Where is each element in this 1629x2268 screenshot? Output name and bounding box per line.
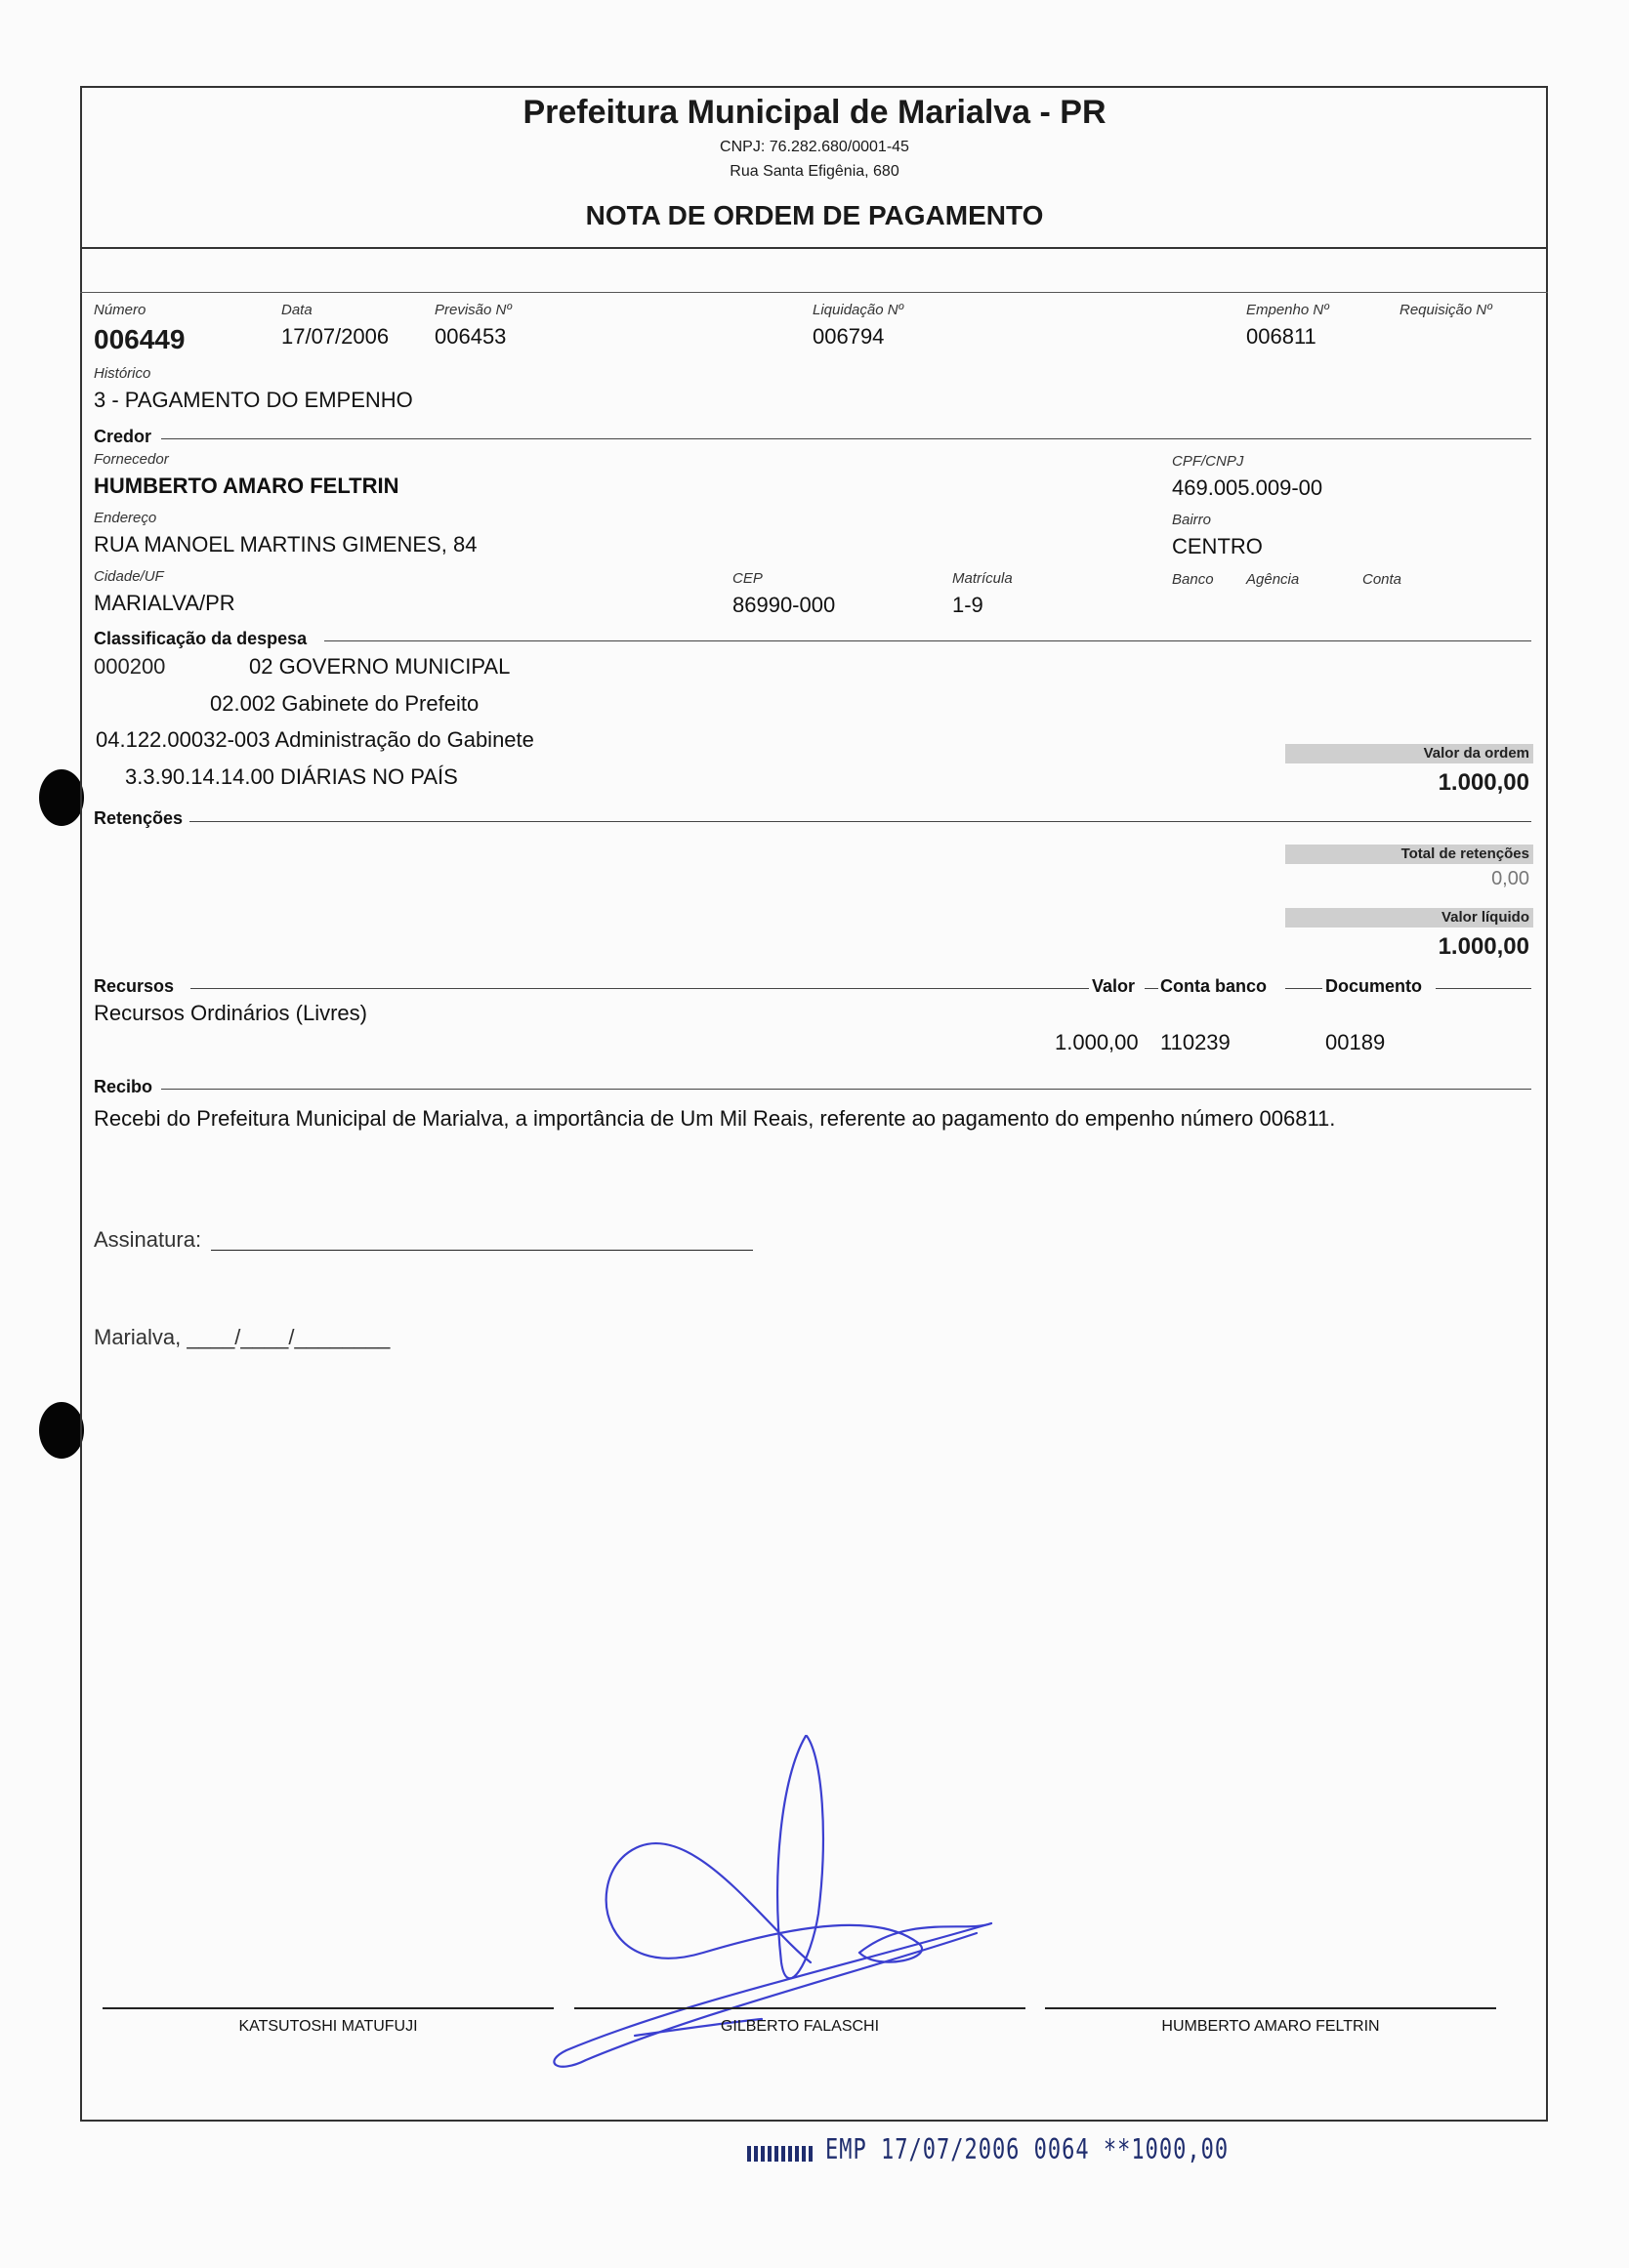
classificacao-line-3: 04.122.00032-003 Administração do Gabinete bbox=[96, 727, 534, 752]
data-value: 17/07/2006 bbox=[281, 324, 390, 349]
recursos-col-documento: Documento bbox=[1325, 976, 1422, 996]
total-retencoes-value: 0,00 bbox=[1491, 868, 1529, 889]
empenho-label: Empenho Nº bbox=[1246, 302, 1329, 318]
classificacao-line-2: 02.002 Gabinete do Prefeito bbox=[210, 691, 480, 716]
recursos-section-line-1 bbox=[190, 988, 1089, 989]
endereco-label: Endereço bbox=[94, 510, 157, 526]
bairro-value: CENTRO bbox=[1172, 534, 1263, 558]
cpf-label: CPF/CNPJ bbox=[1172, 453, 1244, 470]
liquidacao-value: 006794 bbox=[813, 324, 885, 349]
retencoes-section-line bbox=[189, 821, 1531, 822]
recibo-section-line bbox=[161, 1089, 1531, 1090]
punch-hole-top bbox=[39, 769, 84, 826]
recursos-section-line-2 bbox=[1145, 988, 1158, 989]
header-cnpj: CNPJ: 76.282.680/0001-45 bbox=[720, 139, 909, 155]
header-address: Rua Santa Efigênia, 680 bbox=[730, 163, 899, 180]
document-title: NOTA DE ORDEM DE PAGAMENTO bbox=[585, 200, 1044, 230]
signature-line-3 bbox=[1045, 2007, 1496, 2009]
total-retencoes-label: Total de retenções bbox=[1285, 845, 1533, 864]
valor-ordem-value: 1.000,00 bbox=[1438, 769, 1529, 796]
recursos-valor: 1.000,00 bbox=[1055, 1030, 1139, 1054]
signature-name-3: HUMBERTO AMARO FELTRIN bbox=[1161, 2018, 1380, 2035]
page-title: Prefeitura Municipal de Marialva - PR bbox=[522, 94, 1107, 131]
previsao-label: Previsão Nº bbox=[435, 302, 512, 318]
banco-label: Banco bbox=[1172, 571, 1214, 588]
conta-label: Conta bbox=[1362, 571, 1402, 588]
retencoes-section-title: Retenções bbox=[94, 808, 184, 828]
punch-hole-bottom bbox=[39, 1402, 84, 1459]
recibo-section-title: Recibo bbox=[94, 1077, 153, 1096]
cidade-label: Cidade/UF bbox=[94, 568, 164, 585]
data-label: Data bbox=[281, 302, 313, 318]
recursos-documento: 00189 bbox=[1325, 1030, 1386, 1054]
empenho-value: 006811 bbox=[1246, 324, 1316, 349]
header-divider-2 bbox=[80, 292, 1548, 293]
classificacao-section-line bbox=[324, 640, 1531, 641]
classificacao-section-title: Classificação da despesa bbox=[94, 629, 308, 648]
bank-stamp-text: EMP 17/07/2006 0064 **1000,00 bbox=[825, 2134, 1230, 2166]
assinatura-line bbox=[211, 1250, 753, 1251]
valor-liquido-label: Valor líquido bbox=[1285, 908, 1533, 928]
recursos-section-line-3 bbox=[1285, 988, 1322, 989]
assinatura-label: Assinatura: bbox=[94, 1227, 202, 1252]
bairro-label: Bairro bbox=[1172, 512, 1212, 528]
fornecedor-label: Fornecedor bbox=[94, 451, 169, 468]
valor-liquido-value: 1.000,00 bbox=[1438, 933, 1529, 960]
recursos-section-line-4 bbox=[1436, 988, 1531, 989]
signature-line-2 bbox=[574, 2007, 1025, 2009]
signature-name-1: KATSUTOSHI MATUFUJI bbox=[238, 2018, 418, 2035]
numero-label: Número bbox=[94, 302, 146, 318]
credor-section-line bbox=[161, 438, 1531, 439]
matricula-label: Matrícula bbox=[952, 570, 1013, 587]
previsao-value: 006453 bbox=[435, 324, 507, 349]
recursos-col-valor: Valor bbox=[1092, 976, 1136, 996]
local-data: Marialva, ____/____/________ bbox=[94, 1325, 391, 1349]
classificacao-line-4: 3.3.90.14.14.00 DIÁRIAS NO PAÍS bbox=[125, 764, 458, 789]
liquidacao-label: Liquidação Nº bbox=[813, 302, 904, 318]
cep-value: 86990-000 bbox=[732, 593, 836, 617]
classificacao-line-1: 02 GOVERNO MUNICIPAL bbox=[249, 654, 511, 679]
cep-label: CEP bbox=[732, 570, 763, 587]
historico-value: 3 - PAGAMENTO DO EMPENHO bbox=[94, 388, 413, 412]
historico-label: Histórico bbox=[94, 365, 151, 382]
recursos-section-title: Recursos bbox=[94, 976, 175, 996]
recibo-text: Recebi do Prefeitura Municipal de Marialva, a importância de Um Mil Reais, referente ao pagamento do empenho número 006811. bbox=[94, 1106, 1336, 1131]
cpf-value: 469.005.009-00 bbox=[1172, 475, 1323, 500]
classificacao-code: 000200 bbox=[94, 654, 166, 679]
valor-ordem-label: Valor da ordem bbox=[1285, 744, 1533, 763]
numero-value: 006449 bbox=[94, 324, 186, 354]
matricula-value: 1-9 bbox=[952, 593, 983, 617]
recursos-col-conta: Conta banco bbox=[1160, 976, 1268, 996]
signature-line-1 bbox=[103, 2007, 554, 2009]
recursos-item: Recursos Ordinários (Livres) bbox=[94, 1001, 367, 1025]
fornecedor-value: HUMBERTO AMARO FELTRIN bbox=[94, 474, 399, 498]
credor-section-title: Credor bbox=[94, 427, 152, 446]
bank-stamp-mark bbox=[747, 2146, 814, 2162]
requisicao-label: Requisição Nº bbox=[1399, 302, 1492, 318]
recursos-conta-banco: 110239 bbox=[1160, 1030, 1231, 1054]
header-divider bbox=[80, 247, 1548, 249]
endereco-value: RUA MANOEL MARTINS GIMENES, 84 bbox=[94, 532, 478, 557]
cidade-value: MARIALVA/PR bbox=[94, 591, 235, 615]
agencia-label: Agência bbox=[1246, 571, 1300, 588]
signature-name-2: GILBERTO FALASCHI bbox=[720, 2018, 880, 2035]
